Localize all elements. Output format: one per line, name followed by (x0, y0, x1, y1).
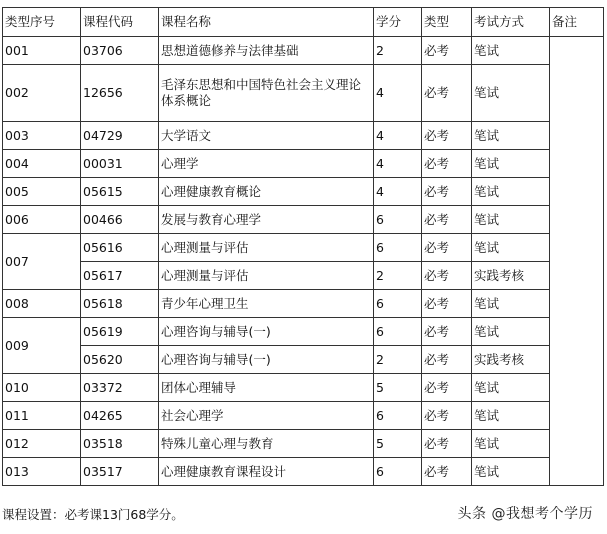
cell-exam: 笔试 (472, 37, 550, 65)
course-summary-text: 课程设置：必考课13门68学分。 (2, 507, 184, 522)
cell-credit: 5 (374, 430, 422, 458)
cell-exam: 笔试 (472, 234, 550, 262)
cell-seq: 004 (3, 150, 81, 178)
cell-type: 必考 (422, 178, 472, 206)
cell-code: 12656 (81, 65, 159, 122)
cell-exam: 笔试 (472, 122, 550, 150)
cell-code: 04729 (81, 122, 159, 150)
table-row (3, 430, 604, 458)
cell-code: 03517 (81, 458, 159, 486)
header-note: 备注 (550, 8, 604, 37)
cell-exam: 实践考核 (472, 346, 550, 374)
cell-type: 必考 (422, 430, 472, 458)
cell-name: 心理健康教育概论 (159, 178, 374, 206)
course-table (2, 7, 604, 486)
cell-exam: 笔试 (472, 318, 550, 346)
cell-code: 03706 (81, 37, 159, 65)
table-row (3, 37, 604, 65)
cell-type: 必考 (422, 150, 472, 178)
cell-exam: 笔试 (472, 178, 550, 206)
cell-name: 毛泽东思想和中国特色社会主义理论体系概论 (159, 65, 374, 122)
cell-credit: 4 (374, 178, 422, 206)
cell-name: 心理咨询与辅导(一) (159, 318, 374, 346)
cell-exam: 实践考核 (472, 262, 550, 290)
cell-credit: 6 (374, 234, 422, 262)
cell-type: 必考 (422, 374, 472, 402)
header-row (3, 8, 604, 37)
cell-seq: 002 (3, 65, 81, 122)
cell-credit: 6 (374, 290, 422, 318)
cell-code: 05620 (81, 346, 159, 374)
table-row (3, 374, 604, 402)
cell-exam: 笔试 (472, 65, 550, 122)
cell-seq: 012 (3, 430, 81, 458)
cell-seq: 010 (3, 374, 81, 402)
header-name: 课程名称 (159, 8, 374, 37)
cell-exam: 笔试 (472, 374, 550, 402)
header-exam: 考试方式 (472, 8, 550, 37)
table-row (3, 262, 604, 290)
cell-type: 必考 (422, 206, 472, 234)
cell-seq: 008 (3, 290, 81, 318)
cell-code: 00031 (81, 150, 159, 178)
cell-exam: 笔试 (472, 402, 550, 430)
cell-code: 05615 (81, 178, 159, 206)
cell-code: 03372 (81, 374, 159, 402)
cell-credit: 4 (374, 122, 422, 150)
cell-name: 思想道德修养与法律基础 (159, 37, 374, 65)
table-row (3, 318, 604, 346)
cell-credit: 6 (374, 402, 422, 430)
cell-exam: 笔试 (472, 458, 550, 486)
cell-seq: 011 (3, 402, 81, 430)
cell-seq: 013 (3, 458, 81, 486)
cell-credit: 6 (374, 206, 422, 234)
cell-type: 必考 (422, 318, 472, 346)
cell-name: 团体心理辅导 (159, 374, 374, 402)
cell-credit: 4 (374, 65, 422, 122)
cell-type: 必考 (422, 402, 472, 430)
cell-seq: 007 (3, 234, 81, 290)
table-row (3, 234, 604, 262)
cell-note (550, 37, 604, 486)
cell-name: 青少年心理卫生 (159, 290, 374, 318)
watermark-text: 头条 @我想考个学历 (457, 506, 593, 522)
cell-credit: 4 (374, 150, 422, 178)
cell-credit: 5 (374, 374, 422, 402)
cell-code: 05619 (81, 318, 159, 346)
table-row (3, 402, 604, 430)
cell-credit: 2 (374, 37, 422, 65)
cell-type: 必考 (422, 346, 472, 374)
cell-type: 必考 (422, 458, 472, 486)
cell-exam: 笔试 (472, 206, 550, 234)
header-code: 课程代码 (81, 8, 159, 37)
cell-code: 05618 (81, 290, 159, 318)
table-row (3, 65, 604, 122)
cell-exam: 笔试 (472, 430, 550, 458)
cell-code: 03518 (81, 430, 159, 458)
cell-name: 特殊儿童心理与教育 (159, 430, 374, 458)
cell-code: 00466 (81, 206, 159, 234)
cell-seq: 006 (3, 206, 81, 234)
cell-credit: 6 (374, 318, 422, 346)
cell-seq: 001 (3, 37, 81, 65)
cell-name: 心理学 (159, 150, 374, 178)
cell-seq: 003 (3, 122, 81, 150)
table-row (3, 178, 604, 206)
table-row (3, 346, 604, 374)
cell-type: 必考 (422, 122, 472, 150)
cell-type: 必考 (422, 65, 472, 122)
table-row (3, 122, 604, 150)
cell-name: 社会心理学 (159, 402, 374, 430)
cell-type: 必考 (422, 234, 472, 262)
cell-seq: 005 (3, 178, 81, 206)
table-row (3, 206, 604, 234)
table-row (3, 458, 604, 486)
cell-credit: 2 (374, 262, 422, 290)
cell-name: 大学语文 (159, 122, 374, 150)
cell-seq: 009 (3, 318, 81, 374)
cell-exam: 笔试 (472, 150, 550, 178)
table-row (3, 290, 604, 318)
cell-code: 04265 (81, 402, 159, 430)
cell-exam: 笔试 (472, 290, 550, 318)
cell-name: 心理测量与评估 (159, 234, 374, 262)
cell-name: 心理咨询与辅导(一) (159, 346, 374, 374)
cell-code: 05616 (81, 234, 159, 262)
header-seq: 类型序号 (3, 8, 81, 37)
cell-type: 必考 (422, 262, 472, 290)
cell-name: 心理测量与评估 (159, 262, 374, 290)
cell-name: 发展与教育心理学 (159, 206, 374, 234)
table-row (3, 150, 604, 178)
cell-type: 必考 (422, 37, 472, 65)
header-credit: 学分 (374, 8, 422, 37)
cell-credit: 2 (374, 346, 422, 374)
cell-type: 必考 (422, 290, 472, 318)
cell-name: 心理健康教育课程设计 (159, 458, 374, 486)
cell-code: 05617 (81, 262, 159, 290)
cell-credit: 6 (374, 458, 422, 486)
header-type: 类型 (422, 8, 472, 37)
